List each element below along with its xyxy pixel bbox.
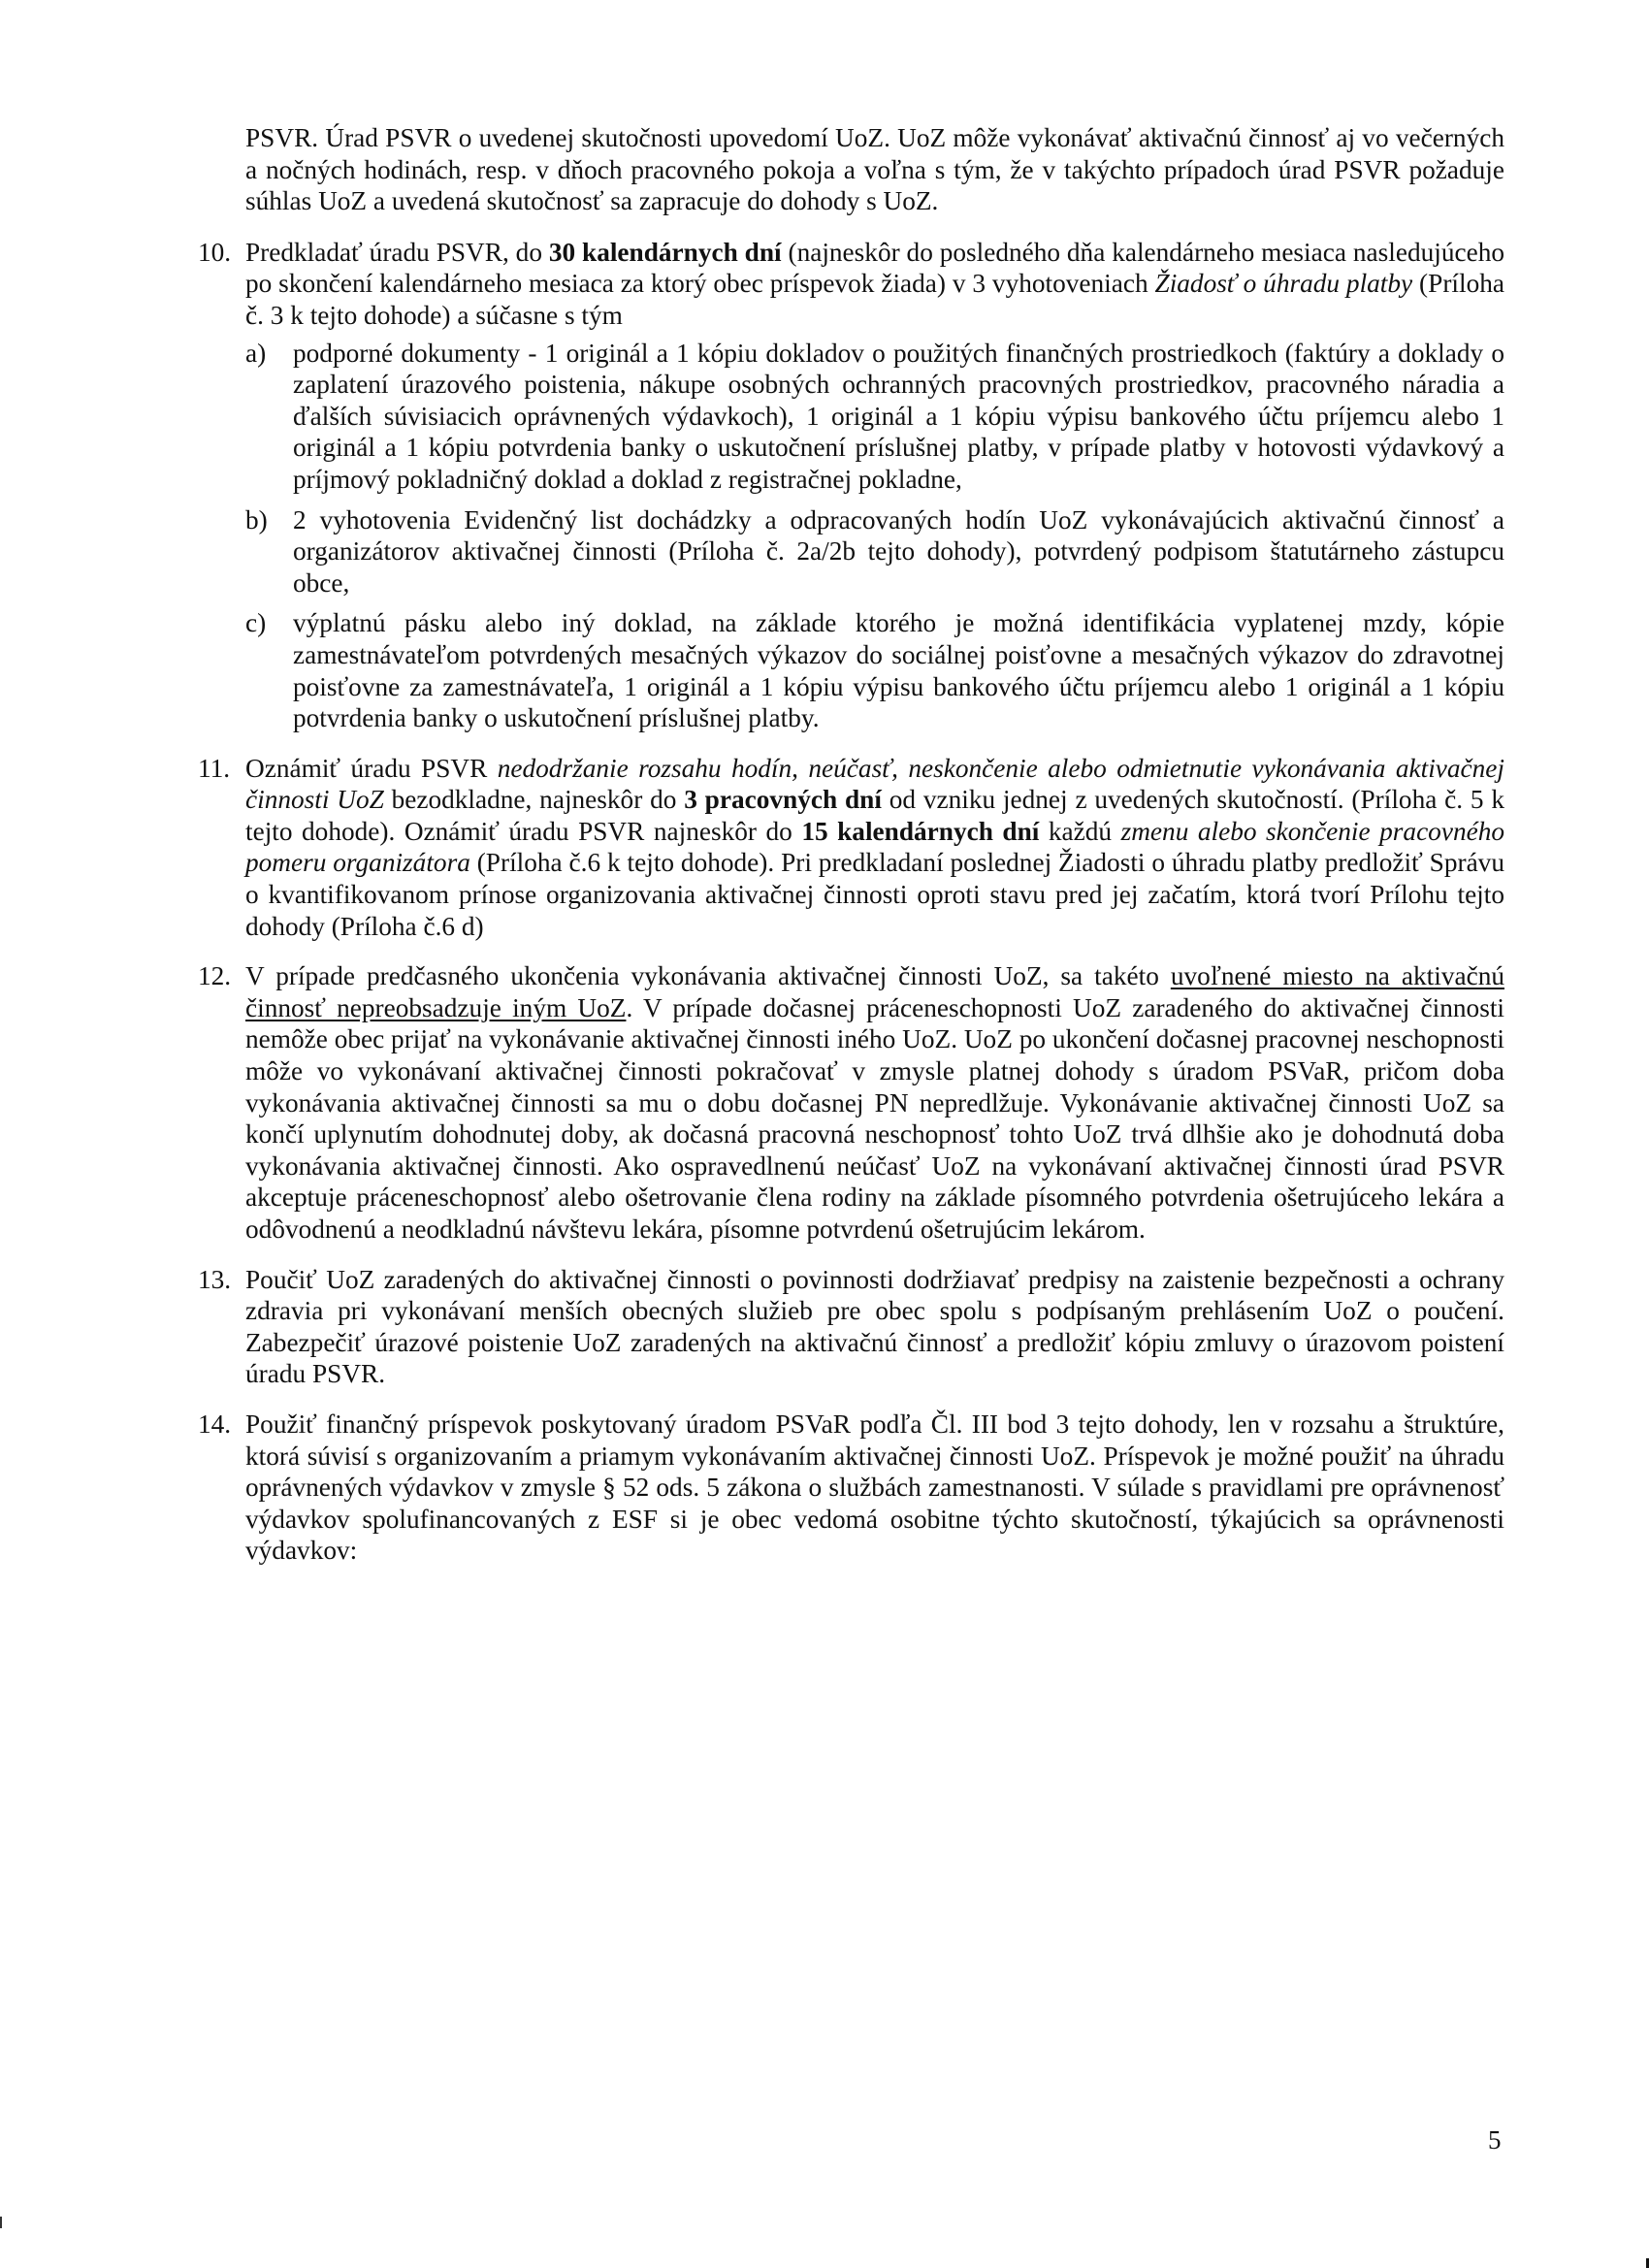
item-number: 10. <box>198 237 232 267</box>
list-item-11 <box>198 753 1505 943</box>
item-text <box>245 960 1504 1245</box>
scan-edge-mark <box>0 2217 2 2228</box>
subitem-text: podporné dokumenty - 1 originál a 1 kópiu dokladov o použitých finančných prostriedkoch (faktúry a doklady o zaplatení úrazového poistenia, nákupe osobných ochranných pracovných prostriedkov, pracovného náradia a ďalších súvisiacich oprávnených výdavkoch), 1 originál a 1 kópiu výpisu bankového účtu príjemcu alebo 1 originál a 1 kópiu potvrdenia banky o uskutočnení príslušnej platby, v prípade platby v hotovosti výdavkový a príjmový pokladničný doklad a doklad z registračnej pokladne, <box>293 338 1504 494</box>
bold-deadline: 15 kalendárnych dní <box>801 816 1040 846</box>
item-number: 11. <box>198 753 231 783</box>
item-text <box>245 237 1504 332</box>
italic-document-title: Žiadosť o úhradu platby <box>1154 269 1413 299</box>
page-number: 5 <box>1488 2125 1502 2155</box>
text-segment: V prípade predčasného ukončenia vykonávania aktivačnej činnosti UoZ, sa takéto <box>245 961 1171 991</box>
text-segment: Použiť finančný príspevok poskytovaný úradom PSVaR podľa Čl. III bod 3 tejto dohody, len v rozsahu a štruktúre, ktorá súvisí s organizovaním a priamym vykonávaním aktivačnej činnosti UoZ. Príspevok je možné použiť na úhradu oprávnených výdavkov v zmysle § 52 ods. 5 zákona o službách zamestnanosti. V súlade s pravidlami pre oprávnenosť výdavkov spolufinancovaných z ESF si je obec vedomá osobitne týchto skutočností, týkajúcich sa oprávnenosti výdavkov: <box>245 1409 1504 1566</box>
text-segment: (najneskôr do posledného dňa kalendárneho mesiaca nasledujúceho po skončení kalendárneho mesiaca za ktorý obec príspevok žiada) v 3 vyhotoveniach <box>245 237 1504 299</box>
subitem-label: c) <box>245 608 267 638</box>
italic-segment: zmenu alebo skončenie pracovného pomeru organizátora <box>245 816 1505 878</box>
list-item-13 <box>198 1264 1504 1390</box>
subitem-a <box>245 338 1504 496</box>
list-item-10 <box>198 237 1504 734</box>
text-segment: . V prípade dočasnej práceneschopnosti UoZ zaradeného do aktivačnej činnosti nemôže obec prijať na vykonávanie aktivačnej činnosti iného UoZ. UoZ po ukončení dočasnej pracovnej neschopnosti môže vo vykonávaní aktivačnej činnosti pokračovať v zmysle platnej dohody s úradom PSVaR, pričom doba vykonávania aktivačnej činnosti sa mu o dobu dočasnej PN nepredlžuje. Vykonávanie aktivačnej činnosti UoZ sa končí uplynutím dohodnutej doby, ak dočasná pracovná neschopnosť tohto UoZ trvá dlhšie ako je dohodnutá doba vykonávania aktivačnej činnosti. Ako ospravedlnenú neúčasť UoZ na vykonávaní aktivačnej činnosti úrad PSVR akceptuje práceneschopnosť alebo ošetrovanie člena rodiny na základe písomného potvrdenia ošetrujúceho lekára a odôvodnenú a neodkladnú návštevu lekára, písomne potvrdenú ošetrujúcim lekárom. <box>245 992 1505 1244</box>
item-text <box>245 753 1504 943</box>
item-number: 14. <box>198 1409 232 1439</box>
text-segment: (Príloha č. 3 k tejto dohode) a súčasne s tým <box>245 269 1504 330</box>
subitem-c <box>245 607 1504 733</box>
list-item-14 <box>198 1409 1504 1567</box>
subitem-b <box>245 504 1504 599</box>
item-text <box>245 1264 1504 1390</box>
text-segment: od vzniku jednej z uvedených skutočností. (Príloha č. 5 k tejto dohode). Oznámiť úradu PSVR najneskôr do <box>245 785 1504 846</box>
list-item-12 <box>198 960 1505 1245</box>
bold-deadline: 30 kalendárnych dní <box>548 237 782 267</box>
text-segment: Poučiť UoZ zaradených do aktivačnej činnosti o povinnosti dodržiavať predpisy na zaistenie bezpečnosti a ochrany zdravia pri vykonávaní menších obecných služieb pre obec spolu s podpísaným prehlásením UoZ o poučení. Zabezpečiť úrazové poistenie UoZ zaradených na aktivačnú činnosť a predložiť kópiu zmluvy o úrazovom poistení úradu PSVR. <box>245 1264 1504 1389</box>
sublist <box>245 338 1504 734</box>
text-segment: (Príloha č.6 k tejto dohode). Pri predkladaní poslednej Žiadosti o úhradu platby predložiť Správu o kvantifikovanom prínose organizovania aktivačnej činnosti oproti stavu pred jej začatím, ktorá tvorí Prílohu tejto dohody (Príloha č.6 d) <box>245 848 1504 941</box>
document-page <box>198 122 1505 1585</box>
bold-deadline: 3 pracovných dní <box>684 785 882 815</box>
subitem-label: b) <box>245 504 268 535</box>
subitem-text: výplatnú pásku alebo iný doklad, na základe ktorého je možná identifikácia vyplatenej mzdy, kópie zamestnávateľom potvrdených mesačných výkazov do sociálnej poisťovne a mesačných výkazov do zdravotnej poisťovne za zamestnávateľa, 1 originál a 1 kópiu výpisu bankového účtu príjemcu alebo 1 originál a 1 kópiu potvrdenia banky o uskutočnení príslušnej platby. <box>293 608 1504 733</box>
text-segment: bezodkladne, najneskôr do <box>383 785 685 815</box>
subitem-label: a) <box>245 338 267 368</box>
item-number: 13. <box>198 1264 232 1294</box>
item-text <box>245 1409 1504 1567</box>
underlined-segment: uvoľnené miesto na aktivačnú činnosť nepreobsadzuje iným UoZ <box>245 961 1504 1022</box>
item-number: 12. <box>198 961 232 991</box>
text-segment: Predkladať úradu PSVR, do <box>245 237 549 267</box>
subitem-text: 2 vyhotovenia Evidenčný list dochádzky a odpracovaných hodín UoZ vykonávajúcich aktivačnú činnosť a organizátorov aktivačnej činnosti (Príloha č. 2a/2b tejto dohody), potvrdený podpisom štatutárneho zástupcu obce, <box>293 504 1504 598</box>
italic-segment: nedodržanie rozsahu hodín, neúčasť, neskončenie alebo odmietnutie vykonávania aktivačnej činnosti UoZ <box>245 753 1504 815</box>
text-segment: každú <box>1039 816 1121 846</box>
intro-paragraph: PSVR. Úrad PSVR o uvedenej skutočnosti upovedomí UoZ. UoZ môže vykonávať aktivačnú činnosť aj vo večerných a nočných hodinách, resp. v dňoch pracovného pokoja a voľna s tým, že v takýchto prípadoch úrad PSVR požaduje súhlas UoZ a uvedená skutočnosť sa zapracuje do dohody s UoZ. <box>245 123 1504 216</box>
obligations-list <box>198 237 1505 1567</box>
text-segment: Oznámiť úradu PSVR <box>245 753 498 783</box>
